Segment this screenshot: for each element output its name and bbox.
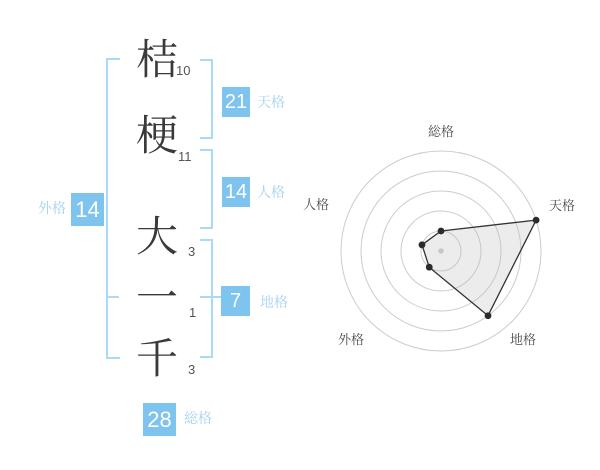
gaikaku-badge: 14 — [71, 193, 104, 226]
name-character: 千 — [135, 335, 178, 382]
name-character: 大 — [135, 213, 178, 260]
soukaku-badge: 28 — [143, 403, 176, 436]
chart-label-jinkaku: 人格 — [303, 197, 330, 212]
stroke-count: 11 — [178, 149, 192, 164]
soukaku-label: 総格 — [184, 410, 212, 426]
name-character: 梗 — [135, 112, 178, 159]
jinkaku-label: 人格 — [257, 184, 285, 200]
jinkaku-badge: 14 — [222, 177, 250, 207]
name-character: 一 — [135, 274, 178, 321]
chart-label-gaikaku: 外格 — [338, 332, 365, 347]
chikaku-badge: 7 — [221, 286, 250, 316]
gaikaku-label: 外格 — [38, 200, 66, 216]
stroke-count: 1 — [189, 305, 197, 320]
chart-label-soukaku: 総格 — [428, 124, 455, 139]
chikaku-label: 地格 — [260, 294, 288, 310]
chart-label-chikaku: 地格 — [510, 332, 537, 347]
tenkaku-badge: 21 — [222, 87, 250, 117]
name-character: 桔 — [135, 36, 178, 83]
chart-label-tenkaku: 天格 — [549, 198, 576, 213]
stroke-count: 3 — [188, 362, 196, 377]
tenkaku-label: 天格 — [257, 94, 285, 110]
stroke-count: 10 — [176, 63, 191, 78]
stroke-count: 3 — [188, 244, 196, 259]
radar-chart — [291, 101, 591, 401]
